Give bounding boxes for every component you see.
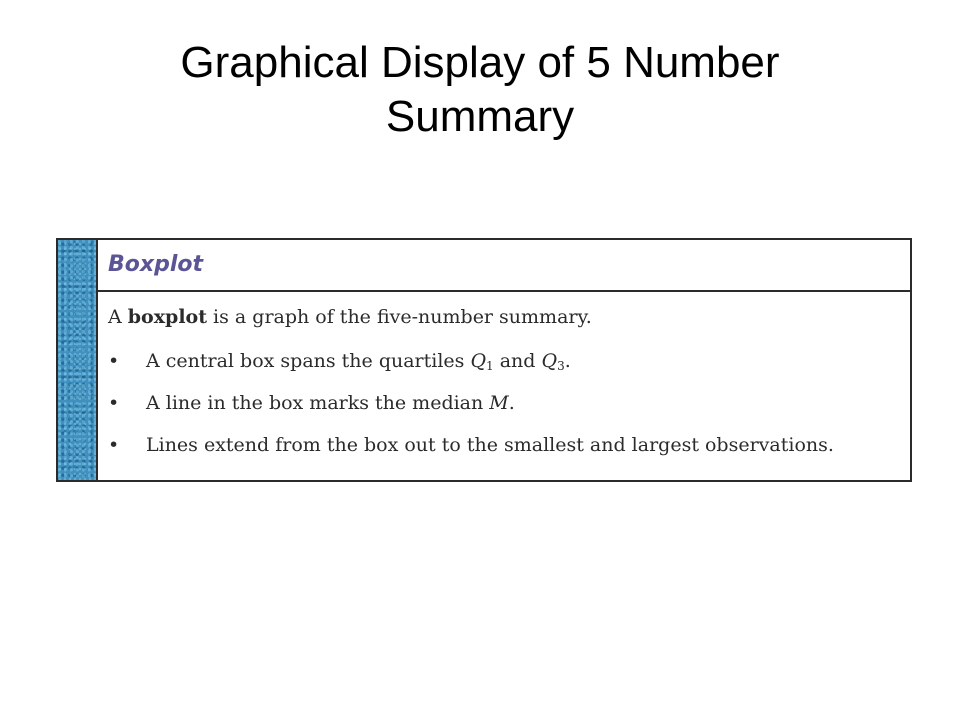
bullet-text-end: . (508, 392, 515, 414)
bullet-text: Lines extend from the box out to the smallest and largest observations. (146, 434, 834, 456)
decorative-side-strip (58, 240, 98, 480)
slide-title-line-1: Graphical Display of 5 Number (180, 38, 780, 87)
q1-subscript: 1 (486, 359, 494, 373)
bullet-item-median (108, 392, 515, 414)
bullet-icon: • (108, 434, 120, 456)
definition-intro (108, 306, 592, 328)
slide-title (0, 36, 960, 144)
intro-term: boxplot (127, 306, 208, 328)
q3-symbol: Q (541, 350, 558, 372)
definition-header (98, 240, 910, 292)
intro-prefix: A (108, 306, 128, 328)
bullet-text-and: and (493, 350, 542, 372)
definition-heading: Boxplot (108, 252, 203, 277)
bullet-text: A line in the box marks the median (146, 392, 490, 414)
bullet-text: A central box spans the quartiles (146, 350, 471, 372)
bullet-text-end: . (564, 350, 571, 372)
median-symbol: M (489, 392, 509, 414)
intro-suffix: is a graph of the five-number summary. (207, 306, 592, 328)
definition-box (56, 238, 912, 482)
q1-symbol: Q (470, 350, 487, 372)
definition-body (98, 292, 910, 480)
slide-title-line-2: Summary (385, 92, 575, 141)
bullet-icon: • (108, 392, 120, 414)
bullet-icon: • (108, 350, 120, 372)
bullet-item-quartiles (108, 350, 571, 373)
q3-subscript: 3 (557, 359, 565, 373)
bullet-item-whiskers (108, 434, 834, 456)
